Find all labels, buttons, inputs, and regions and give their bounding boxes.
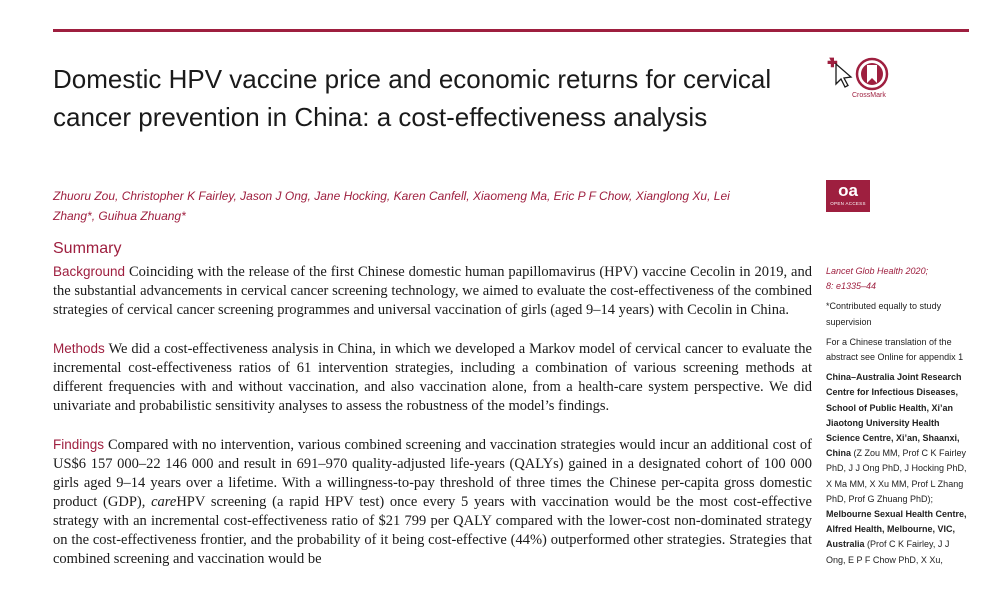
- abstract: [53, 262, 812, 588]
- affiliation-2-name: Melbourne Sexual Health Centre, Alfred Health, Melbourne, VIC, Australia: [826, 509, 967, 550]
- author-list: Zhuoru Zou, Christopher K Fairley, Jason J Ong, Jane Hocking, Karen Canfell, Xiaomeng Ma, Eric P F Chow, Xianglong Xu, Lei Zhang*, Guihua Zhuang*: [53, 189, 730, 223]
- background-text: Coinciding with the release of the first Chinese domestic human papillomavirus (HPV) vaccine Cecolin in 2019, and the substantial advancements in cervical cancer screening technology, we aimed to evaluate the cost-effectiveness of the combined strategies of cervical cancer screening programmes and universal vaccination of girls (aged 9–14 years) with Cecolin in China.: [53, 264, 812, 318]
- background-paragraph: [53, 262, 812, 320]
- open-access-badge: [826, 180, 870, 212]
- oa-label: OPEN ACCESS: [830, 201, 866, 206]
- affiliation-2-authors: (Prof C K Fairley, J J Ong, E P F Chow PhD, X Xu,: [826, 539, 950, 565]
- article-title: Domestic HPV vaccine price and economic returns for cervical cancer prevention in China: a cost-effectiveness analysis: [53, 64, 772, 132]
- summary-heading: Summary: [53, 240, 122, 257]
- findings-paragraph: [53, 435, 812, 569]
- affiliations: [826, 370, 971, 568]
- oa-logo-text: oa: [838, 181, 858, 200]
- citation: [826, 264, 971, 294]
- sidebar-notes: [826, 264, 971, 573]
- header-rule: [53, 29, 969, 32]
- crossmark-label: CrossMark: [852, 92, 886, 99]
- findings-care-italic: care: [151, 494, 177, 510]
- methods-text: We did a cost-effectiveness analysis in China, in which we developed a Markov model of cervical cancer to evaluate the incremental cost-effectiveness ratios of 61 intervention strategies, including a combination of various screening methods at different frequencies with and without vaccination, and also vaccination alone, from a health-care system perspective. We did univariate and probabilistic sensitivity analyses to assess the robustness of the model’s findings.: [53, 341, 812, 414]
- translation-note: For a Chinese translation of the abstract see Online for appendix 1: [826, 336, 964, 363]
- citation-line-1: Lancet Glob Health 2020;: [826, 266, 929, 276]
- findings-text-2: HPV screening (a rapid HPV test) once every 5 years with vaccination would be the most cost-effective strategy with an incremental cost-effectiveness ratio of $21 799 per QALY compared with the lower-cost non-dominated strategy on the cost-effectiveness frontier, and the probability of it being cost-effective (44%) outperformed other strategies. Strategies that combined screening and vaccination would be: [53, 494, 812, 567]
- affiliation-1-name: China–Australia Joint Research Centre for Infectious Diseases, School of Public Health, Xi’an Jiaotong University Health Science Centre, Xi’an, Shaanxi, China: [826, 372, 962, 459]
- findings-label: Findings: [53, 437, 105, 452]
- background-label: Background: [53, 264, 126, 279]
- methods-paragraph: [53, 339, 812, 416]
- affiliation-1-authors: (Z Zou MM, Prof C K Fairley PhD, J J Ong PhD, J Hocking PhD, X Ma MM, X Xu MM, Prof L Zhang PhD, Prof G Zhuang PhD);: [826, 448, 967, 504]
- methods-label: Methods: [53, 341, 105, 356]
- citation-line-2: 8: e1335–44: [826, 281, 877, 292]
- contributed-note: *Contributed equally to study supervision: [826, 301, 942, 327]
- findings-text-1: Compared with no intervention, various combined screening and vaccination strategies would incur an additional cost of US$6 157 000–22 146 000 and result in 691–970 quality-adjusted life-years (QALYs) gained in a designated cohort of 100 000 girls aged 9–14 years over a lifetime. With a willingness-to-pay threshold of three times the Chinese per-capita gross domestic product (GDP),: [53, 437, 812, 510]
